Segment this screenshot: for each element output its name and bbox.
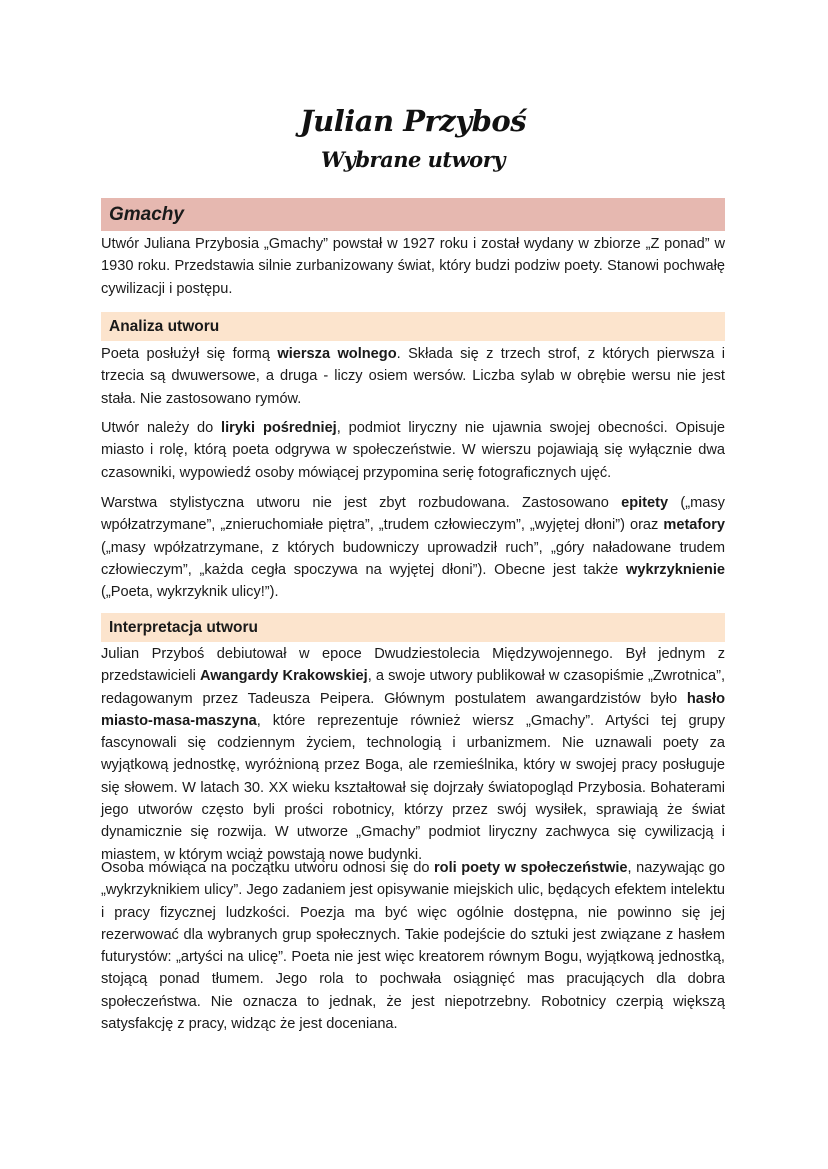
text-run: Julian Przyboś debiutował w epoce Dwudziestolecia Międzywojennego. Był jednym z przedstawicieli [101, 646, 725, 685]
bold-term: roli poety w społeczeństwie [433, 860, 628, 876]
text-run: , które reprezentuje również wiersz „Gmachy”. Artyści tej grupy fascynowali się codziennym życiem, technologią i urbanizmem. Nie uznawali poety za wyjątkową jednostkę, wyróżnioną przez Boga, ale rzemieślnika, który w swojej pracy posługuje się słowem. W latach 30. XX wieku kształtował się dojrzały światopogląd Przybosia. Bohaterami jego utworów często byli prości robotnicy, którzy przez swój wysiłek, sprawiają że świat dynamicznie się rozwija. W utworze „Gmachy” podmiot liryczny zachwyca się cywilizacją i miastem, w którym wciąż powstają nowe budynki. [101, 712, 725, 863]
text-run: , nazywając go „wykrzyknikiem ulicy”. Jego zadaniem jest opisywanie miejskich ulic, będących efektem intelektu i pracy fizycznej ludzkości. Poezja ma być więc ogólnie dostępna, nie powinno się jej rezerwować dla wybranych grup społecznych. Takie podejście do sztuki jest związane z hasłem futurystów: „artyści na ulicę”. Poeta nie jest więc kreatorem równym Bogu, wyjątkową jednostką, stojącą ponad tłumem. Jego rola to pochwała osiągnięć mas pracujących dla dobra społeczeństwa. Nie oznacza to jednak, że jest niepotrzebny. Robotnicy czerpią większą satysfakcję z pracy, widząc że jest doceniana. [101, 860, 725, 1033]
analysis-paragraph-3 [101, 492, 725, 603]
interpretation-paragraph-1 [101, 643, 725, 866]
bold-term: wykrzyknienie [626, 561, 725, 578]
text-run: („masy wpółzatrzymane, z których budowniczy uprowadził ruch”, „góry naładowane trudem człowieczym”, „każda cegła spoczywa na wyjętej dłoni”). Obecne jest także [101, 539, 725, 578]
interpretation-heading [101, 613, 725, 642]
text-run: („Poeta, wykrzyknik ulicy!”). [101, 584, 279, 601]
text-run: Osoba mówiąca na początku utworu odnosi się do [101, 860, 434, 876]
interpretation-heading-text: Interpretacja utworu [109, 618, 258, 636]
analysis-paragraph-2 [101, 417, 725, 484]
bold-term: wiersza wolnego [277, 346, 397, 362]
bold-term: Awangardy Krakowskiej [200, 668, 368, 685]
text-run: , a swoje utwory publikował w czasopiśmie „Zwrotnica”, redagowanym przez Tadeusza Peipera. Głównym postulatem awangardzistów było [101, 668, 725, 707]
poem-heading [101, 198, 725, 231]
text-run: („masy wpółzatrzymane”, „znieruchomiałe piętra”, „trudem człowieczym”, „wyjętej dłoni”) oraz [101, 495, 725, 534]
analysis-paragraph-1 [101, 343, 725, 410]
text-run: Utwór należy do [101, 420, 222, 436]
bold-term: metafory [663, 517, 725, 534]
poem-intro-paragraph: Utwór Juliana Przybosia „Gmachy” powstał w 1927 roku i został wydany w zbiorze „Z ponad” w 1930 roku. Przedstawia silnie zurbanizowany świat, który budzi podziw poety. Stanowi pochwałę cywilizacji i postępu. [101, 236, 725, 297]
bold-term: epitety [621, 495, 669, 511]
bold-term: liryki pośredniej [221, 420, 337, 436]
poem-heading-text: Gmachy [109, 203, 184, 225]
text-run: Warstwa stylistyczna utworu nie jest zbyt rozbudowana. Zastosowano [101, 495, 622, 511]
document-title: Julian Przyboś [299, 104, 527, 138]
text-run: Poeta posłużył się formą [101, 346, 278, 362]
analysis-heading [101, 312, 725, 341]
interpretation-paragraph-2 [101, 857, 725, 1035]
document-subtitle: Wybrane utwory [321, 147, 505, 172]
text-run: , podmiot liryczny nie ujawnia swojej obecności. Opisuje miasto i rolę, którą poeta odgrywa w społeczeństwie. W wierszu pojawiają się wyłącznie dwa czasowniki, wypowiedź osoby mówiącej przypomina serię fotograficznych ujęć. [101, 420, 725, 481]
bold-term: hasło miasto-masa-maszyna [101, 690, 725, 729]
text-run: . Składa się z trzech strof, z których pierwsza i trzecia są dwuwersowe, a druga - liczy osiem wersów. Liczba sylab w obrębie wersu nie jest stała. Nie zastosowano rymów. [101, 346, 726, 407]
analysis-heading-text: Analiza utworu [109, 317, 220, 335]
